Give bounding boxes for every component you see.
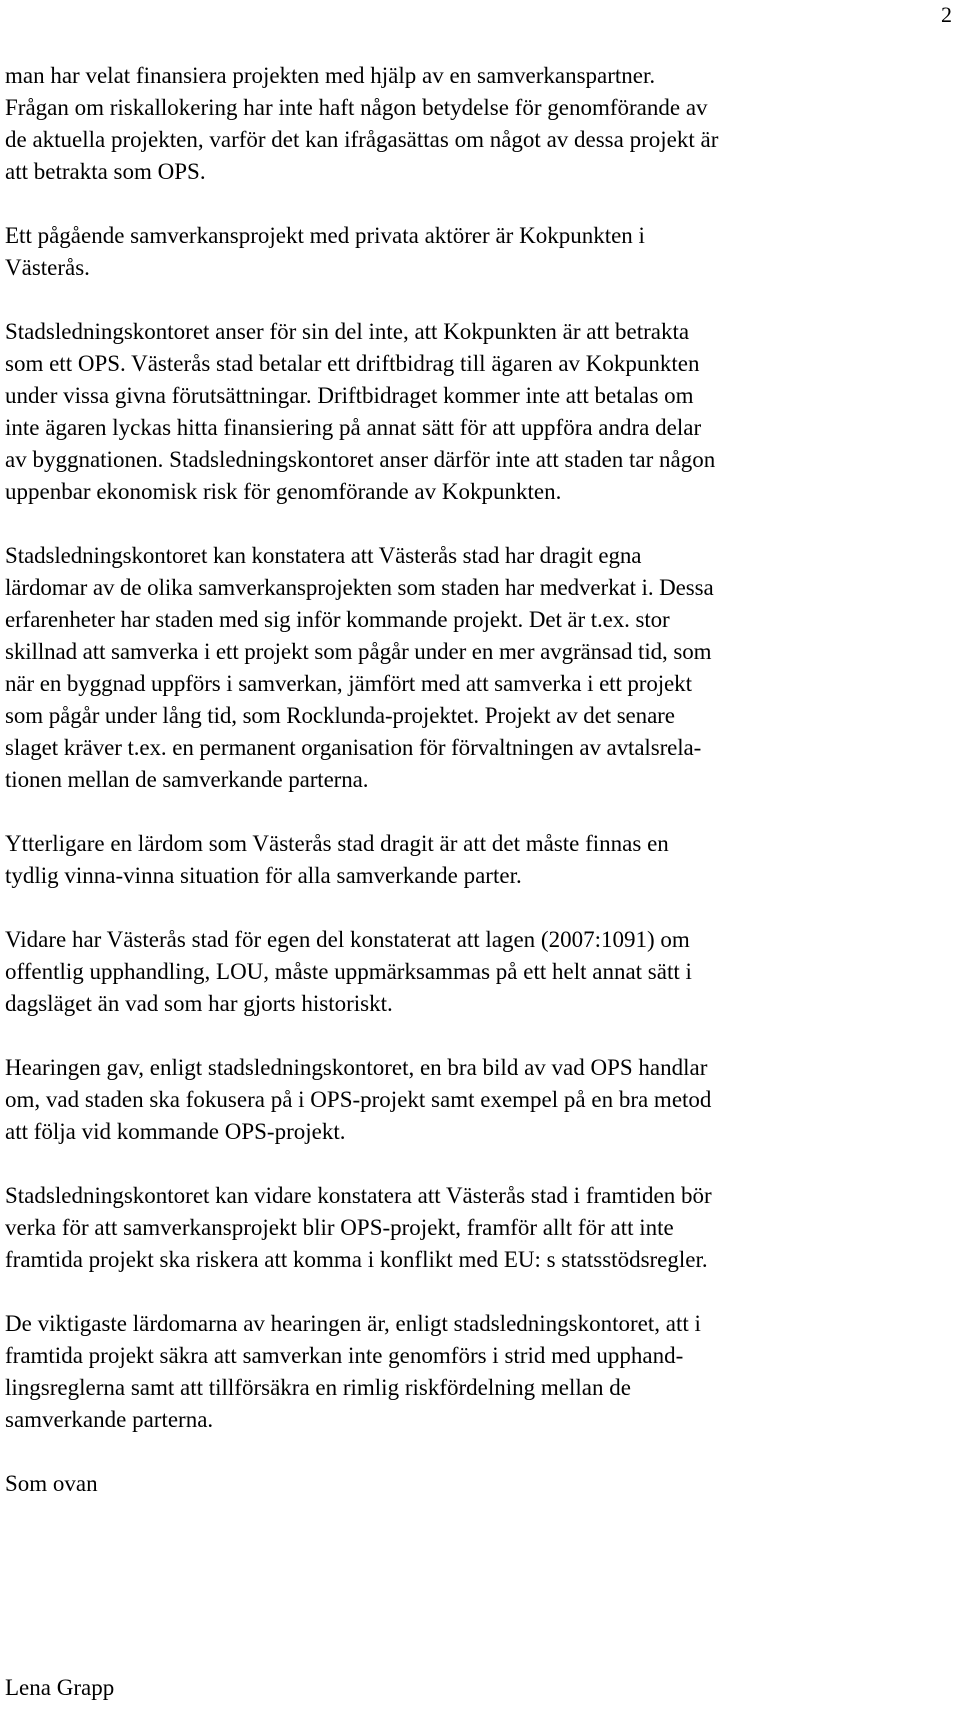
document-body bbox=[5, 60, 875, 1500]
paragraph-key-lessons: De viktigaste lärdomarna av hearingen är, enligt stadsledningskontoret, att i framtida projekt säkra att samverkan inte genomförs i strid med upphand- lingsreglerna samt att tillförsäkra en rimlig riskfördelning mellan de samverkande parterna. bbox=[5, 1311, 701, 1432]
page-number: 2 bbox=[941, 2, 952, 27]
paragraph-future-ops: Stadsledningskontoret kan vidare konstatera att Västerås stad i framtiden bör verka för att samverkansprojekt blir OPS-projekt, framför allt för att inte framtida projekt ska riskera att komma i konflikt med EU: s statsstödsregler. bbox=[5, 1183, 712, 1272]
paragraph-kokpunkten-intro: Ett pågående samverkansprojekt med privata aktörer är Kokpunkten i Västerås. bbox=[5, 223, 645, 280]
signature-name: Lena Grapp bbox=[5, 1675, 115, 1700]
paragraph-kokpunkten-assessment: Stadsledningskontoret anser för sin del inte, att Kokpunkten är att betrakta som ett OPS. Västerås stad betalar ett driftbidrag till ägaren av Kokpunkten under vissa givna förutsättningar. Driftbidraget kommer inte att betalas om inte ägaren lyckas hitta finansiering på annat sätt för att uppföra andra delar av byggnationen. Stadsledningskontoret anser därför inte att staden tar någon uppenbar ekonomisk risk för genomförande av Kokpunkten. bbox=[5, 319, 716, 504]
closing-text: Som ovan bbox=[5, 1471, 98, 1496]
paragraph-lou: Vidare har Västerås stad för egen del konstaterat att lagen (2007:1091) om offentlig upphandling, LOU, måste uppmärksammas på ett helt annat sätt i dagsläget än vad som har gjorts historiskt. bbox=[5, 927, 692, 1016]
paragraph-lessons-learned: Stadsledningskontoret kan konstatera att Västerås stad har dragit egna lärdomar av de olika samverkansprojekten som staden har medverkat i. Dessa erfarenheter har staden med sig inför kommande projekt. Det är t.ex. stor skillnad att samverka i ett projekt som pågår under en mer avgränsad tid, som när en byggnad uppförs i samverkan, jämfört med att samverka i ett projekt som pågår under lång tid, som Rocklunda-projektet. Projekt av det senare slaget kräver t.ex. en permanent organisation för förvaltningen av avtalsrela- tionen mellan de samverkande parterna. bbox=[5, 543, 714, 792]
paragraph-hearing: Hearingen gav, enligt stadsledningskontoret, en bra bild av vad OPS handlar om, vad staden ska fokusera på i OPS-projekt samt exempel på en bra metod att följa vid kommande OPS-projekt. bbox=[5, 1055, 712, 1144]
paragraph-win-win: Ytterligare en lärdom som Västerås stad dragit är att det måste finnas en tydlig vinna-vinna situation för alla samverkande parter. bbox=[5, 831, 669, 888]
paragraph-financing: man har velat finansiera projekten med hjälp av en samverkanspartner. Frågan om riskallokering har inte haft någon betydelse för genomförande av de aktuella projekten, varför det kan ifrågasättas om något av dessa projekt är att betrakta som OPS. bbox=[5, 63, 719, 184]
